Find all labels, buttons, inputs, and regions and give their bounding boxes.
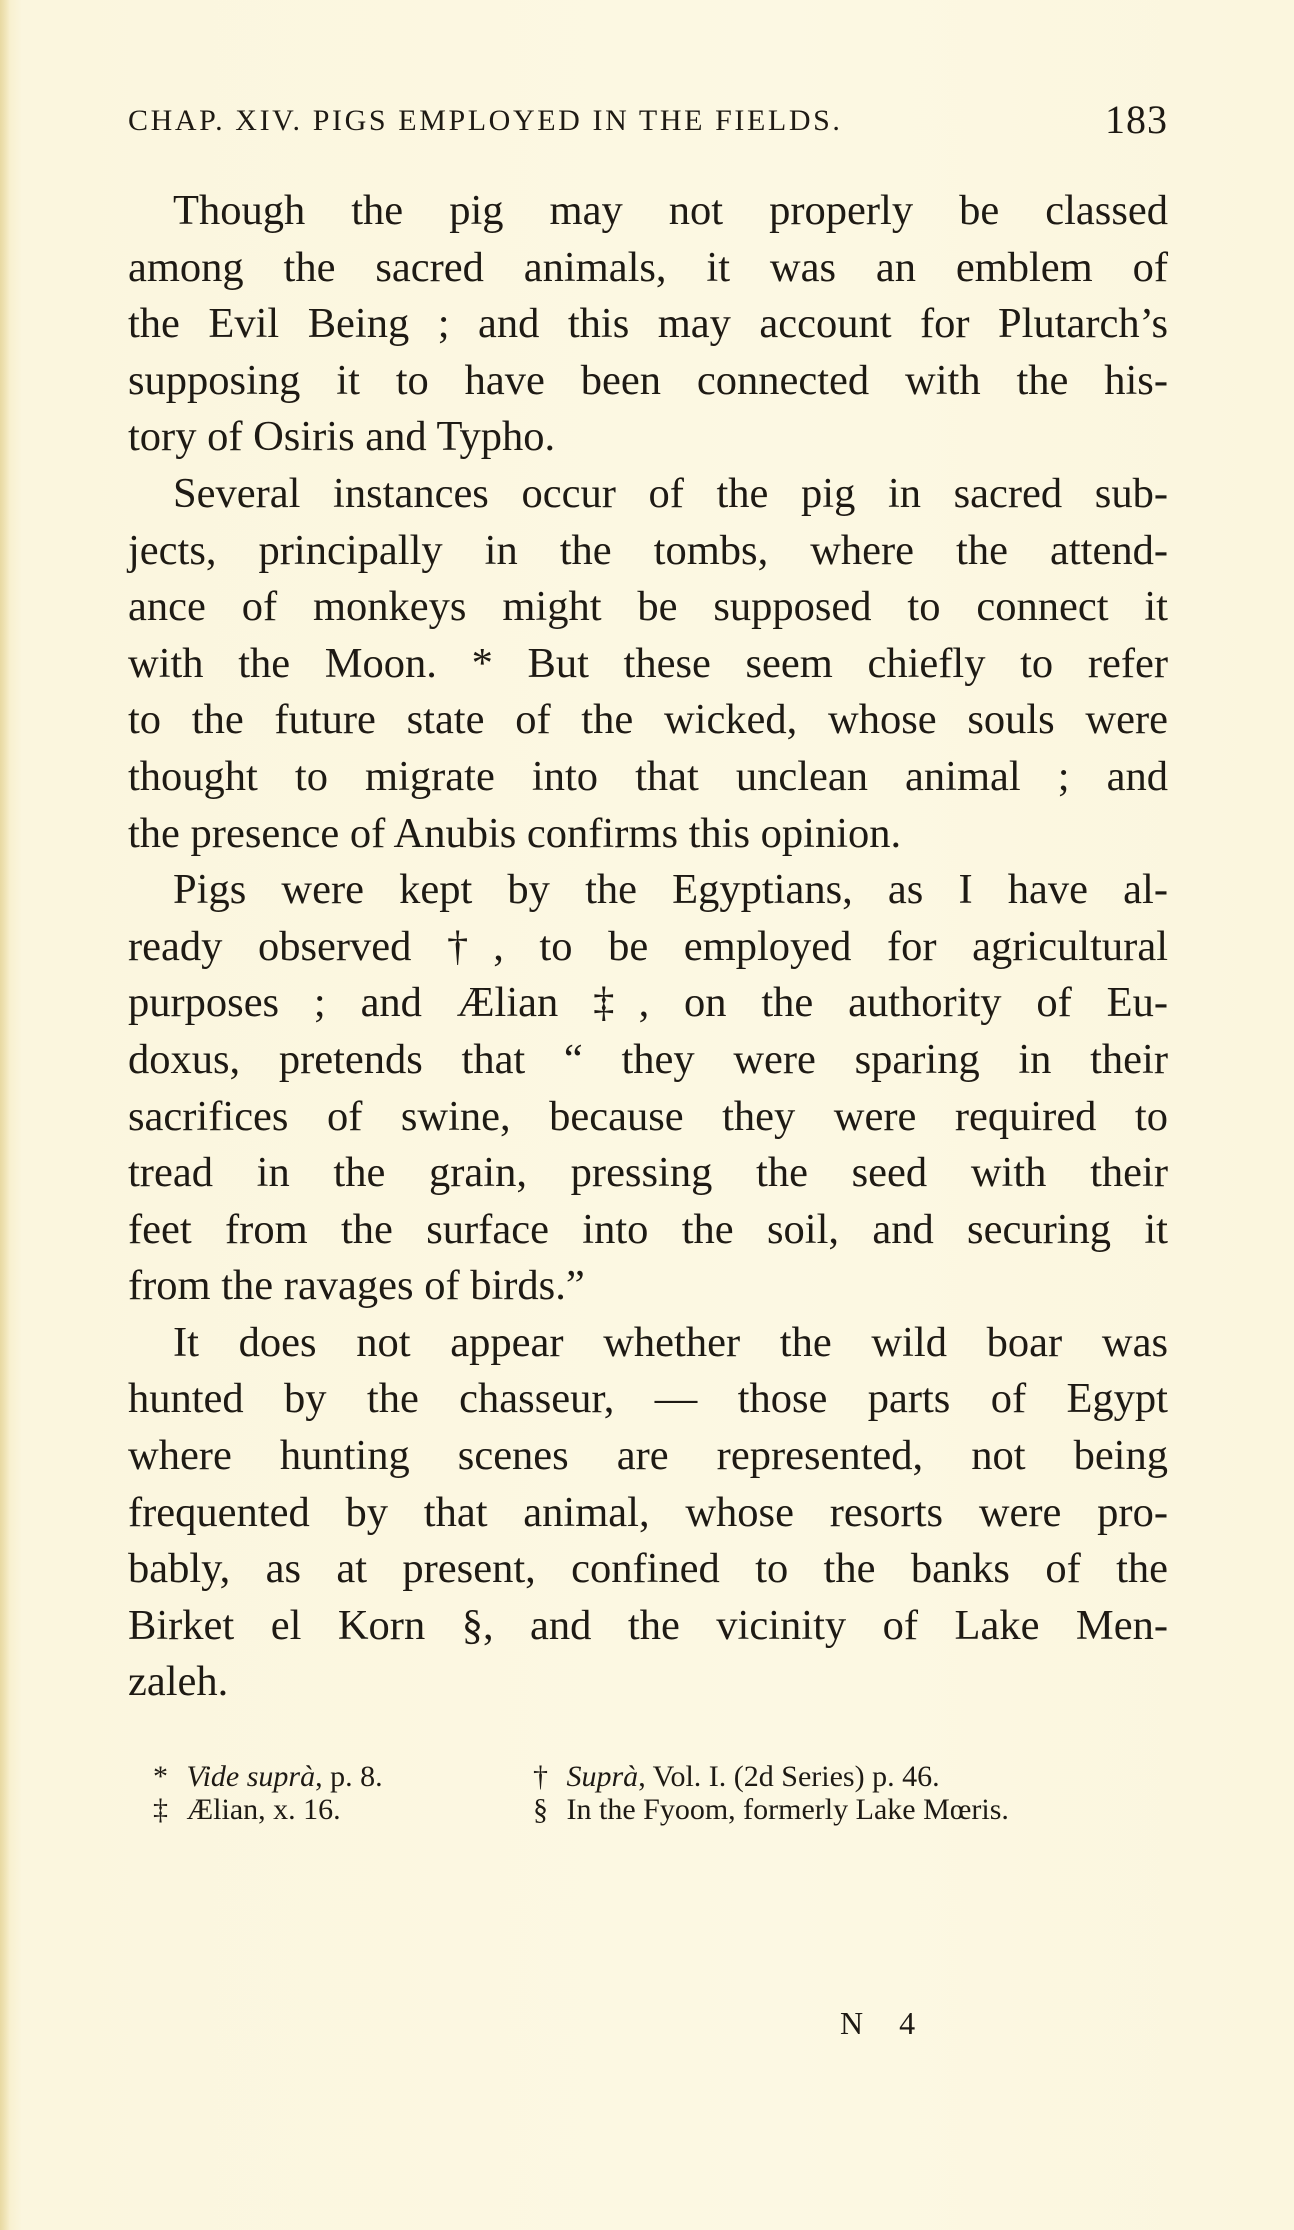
running-head: CHAP. XIV. PIGS EMPLOYED IN THE FIELDS. [128, 104, 843, 137]
footnote-mark: * [153, 1760, 168, 1793]
footnote-row [153, 1793, 1168, 1826]
text-line: supposing it to have been connected with the his- [128, 356, 1168, 404]
text-line: ready observed †, to be employed for agricultural [128, 922, 1168, 970]
text-line: the presence of Anubis confirms this opinion. [128, 809, 902, 857]
text-line: tread in the grain, pressing the seed with their [128, 1149, 1168, 1197]
footnote-text: Suprà, Vol. I. (2d Series) p. 46. [566, 1760, 940, 1793]
footnote [533, 1760, 1168, 1793]
text-line: Birket el Korn §, and the vicinity of Lake Men- [128, 1601, 1168, 1649]
footnote-text: In the Fyoom, formerly Lake Mœris. [566, 1793, 1009, 1826]
footnote-text: Vide suprà, p. 8. [186, 1760, 383, 1793]
signature-mark: N 4 [840, 2005, 930, 2041]
footnote-row [153, 1760, 1168, 1793]
text-line: Pigs were kept by the Egyptians, as I have al- [173, 866, 1168, 914]
text-line: feet from the surface into the soil, and securing it [128, 1205, 1168, 1253]
text-line: tory of Osiris and Typho. [128, 413, 556, 461]
text-line: sacrifices of swine, because they were required to [128, 1092, 1168, 1140]
footnote [153, 1760, 533, 1793]
text-line: It does not appear whether the wild boar was [173, 1318, 1168, 1366]
page-number: 183 [1105, 97, 1168, 142]
footnote [533, 1793, 1168, 1826]
text-line: from the ravages of birds.” [128, 1262, 585, 1310]
footnote-mark: † [533, 1760, 548, 1793]
text-line: doxus, pretends that “ they were sparing in their [128, 1035, 1168, 1083]
text-line: jects, principally in the tombs, where the attend- [128, 526, 1168, 574]
body-text [128, 183, 1168, 1711]
text-line: thought to migrate into that unclean animal ; and [128, 752, 1168, 800]
footnote-text: Ælian, x. 16. [186, 1793, 341, 1826]
text-line: bably, as at present, confined to the banks of the [128, 1545, 1168, 1593]
text-line: hunted by the chasseur, — those parts of Egypt [128, 1375, 1168, 1423]
text-line: where hunting scenes are represented, not being [128, 1432, 1168, 1480]
footnote-mark: § [533, 1793, 548, 1826]
page-header [128, 96, 1168, 156]
text-line: the Evil Being ; and this may account for Plutarch’s [128, 300, 1168, 348]
text-line: frequented by that animal, whose resorts were pro- [128, 1488, 1168, 1536]
footnote-mark: ‡ [153, 1793, 168, 1826]
text-line: to the future state of the wicked, whose souls were [128, 696, 1168, 744]
text-line: purposes ; and Ælian ‡, on the authority of Eu- [128, 979, 1168, 1027]
text-line: Though the pig may not properly be classed [173, 187, 1168, 234]
page-gutter-shadow [0, 0, 10, 2230]
footnote [153, 1793, 533, 1826]
text-line: zaleh. [128, 1658, 229, 1706]
text-line: with the Moon. * But these seem chiefly to refer [128, 639, 1168, 687]
text-line: ance of monkeys might be supposed to connect it [128, 583, 1168, 631]
text-line: among the sacred animals, it was an emblem of [128, 243, 1168, 291]
text-line: Several instances occur of the pig in sacred sub- [173, 469, 1168, 517]
footnotes [153, 1760, 1168, 1826]
